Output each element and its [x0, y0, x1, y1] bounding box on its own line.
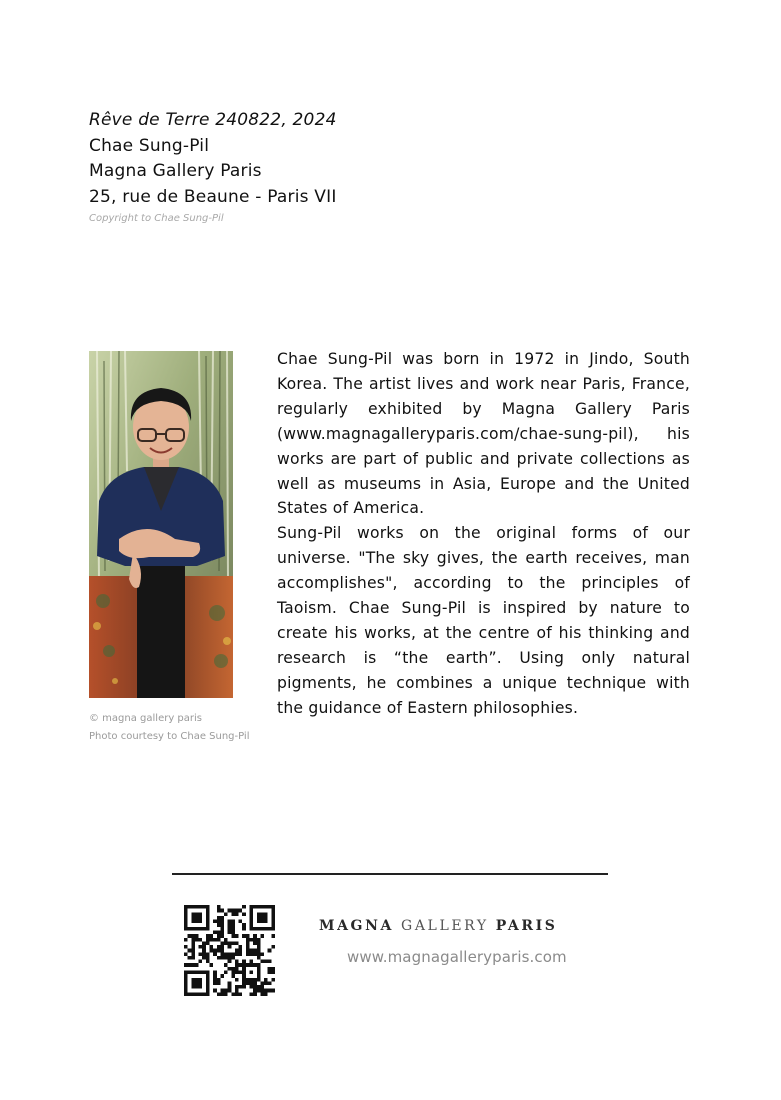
- logo-word-magna: MAGNA: [319, 918, 394, 934]
- artist-portrait: [89, 351, 233, 698]
- logo-word-gallery: GALLERY: [401, 918, 489, 934]
- logo-word-paris: PARIS: [495, 918, 558, 934]
- copyright-note: Copyright to Chae Sung-Pil: [89, 213, 224, 224]
- artist-name: Chae Sung-Pil: [89, 135, 210, 156]
- gallery-website-link[interactable]: www.magnagalleryparis.com: [347, 948, 567, 966]
- artwork-caption: [89, 108, 509, 224]
- qr-code[interactable]: [184, 905, 275, 996]
- gallery-logo: [319, 918, 609, 934]
- gallery-name: Magna Gallery Paris: [89, 161, 262, 181]
- artist-biography: [277, 347, 690, 721]
- bio-paragraph-2: Sung-Pil works on the original forms of our universe. "The sky gives, the earth receives, man accomplishes", according to the principles of Taoism. Chae Sung-Pil is inspired by nature to create his works, at the centre of his thinking and research is “the earth”. Using only natural pigments, he combines a unique technique with the guidance of Eastern philosophies.: [277, 524, 690, 717]
- artwork-title: Rêve de Terre 240822, 2024: [89, 110, 337, 130]
- photo-credit: [89, 710, 269, 746]
- footer-divider: [172, 873, 608, 875]
- photo-credit-line-1: © magna gallery paris: [89, 713, 203, 724]
- photo-credit-line-2: Photo courtesy to Chae Sung-Pil: [89, 731, 250, 742]
- gallery-address: 25, rue de Beaune - Paris VII: [89, 186, 337, 207]
- bio-paragraph-1: Chae Sung-Pil was born in 1972 in Jindo, South Korea. The artist lives and work near Paris, France, regularly exhibited by Magna Gallery Paris (www.magnagalleryparis.com/chae-sung-pil), his works are part of public and private collections as well as museums in Asia, Europe and the United States of America.: [277, 350, 690, 518]
